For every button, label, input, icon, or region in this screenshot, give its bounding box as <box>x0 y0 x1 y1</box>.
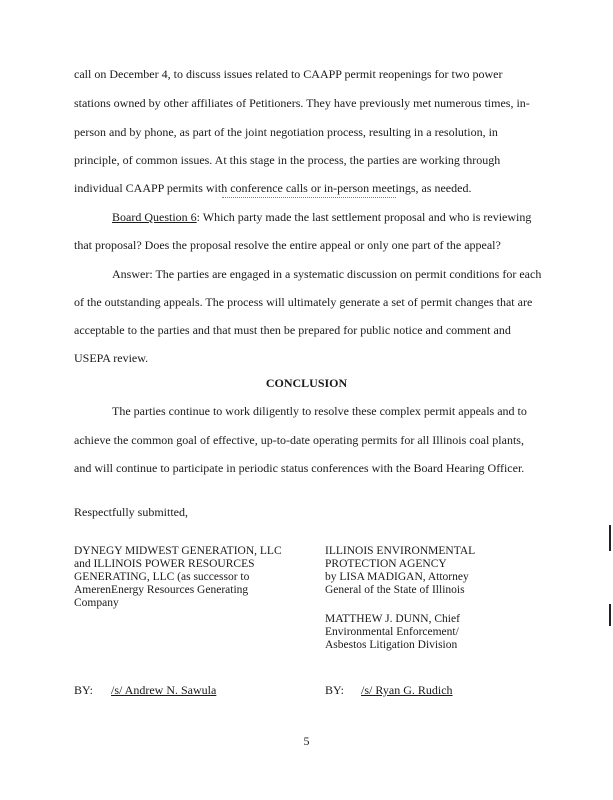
answer-line: of the outstanding appeals. The process will ultimately generate a set of permit changes that are <box>74 295 533 309</box>
conclusion-heading: CONCLUSION <box>265 376 348 390</box>
body-line: person and by phone, as part of the joint negotiation process, resulting in a resolution, in <box>74 125 498 139</box>
answer-line: USEPA review. <box>74 351 149 365</box>
page-number: 5 <box>303 734 310 748</box>
body-line: call on December 4, to discuss issues related to CAAPP permit reopenings for two power <box>74 67 503 81</box>
question-line: that proposal? Does the proposal resolve the entire appeal or only one part of the appeal? <box>74 238 501 252</box>
question-label: Board Question 6 <box>112 210 197 224</box>
scan-artifact-line <box>222 197 396 199</box>
conclusion-line: The parties continue to work diligently to resolve these complex permit appeals and to <box>112 404 527 418</box>
answer-line: acceptable to the parties and that must then be prepared for public notice and comment and <box>74 323 511 337</box>
signer-right: /s/ Ryan G. Rudich <box>361 683 453 697</box>
signature-block-right: ILLINOIS ENVIRONMENTAL PROTECTION AGENCY by LISA MADIGAN, Attorney General of the State of Illinois <box>325 545 476 596</box>
body-line: individual CAAPP permits with conference calls or in-person meetings, as needed. <box>74 181 472 195</box>
conclusion-line: and will continue to participate in periodic status conferences with the Board Hearing Officer. <box>74 461 525 475</box>
question-text: : Which party made the last settlement proposal and who is reviewing <box>196 210 532 224</box>
signature-block-right-division: MATTHEW J. DUNN, Chief Environmental Enforcement/ Asbestos Litigation Division <box>325 613 460 651</box>
body-line: stations owned by other affiliates of Petitioners. They have previously met numerous times, in- <box>74 96 530 110</box>
by-label-right: BY: <box>325 683 344 697</box>
closing-line: Respectfully submitted, <box>74 505 188 519</box>
by-label-left: BY: <box>74 683 93 697</box>
answer-line: Answer: The parties are engaged in a systematic discussion on permit conditions for each <box>112 267 542 281</box>
body-line: principle, of common issues. At this stage in the process, the parties are working through <box>74 153 501 167</box>
question-line <box>112 210 531 224</box>
conclusion-line: achieve the common goal of effective, up-to-date operating permits for all Illinois coal plants, <box>74 433 524 447</box>
signer-left: /s/ Andrew N. Sawula <box>111 683 217 697</box>
scan-margin-mark <box>609 604 611 626</box>
scan-margin-mark <box>609 525 611 551</box>
signature-block-left: DYNEGY MIDWEST GENERATION, LLC and ILLINOIS POWER RESOURCES GENERATING, LLC (as successor to AmerenEnergy Resources Generating Company <box>74 545 282 609</box>
